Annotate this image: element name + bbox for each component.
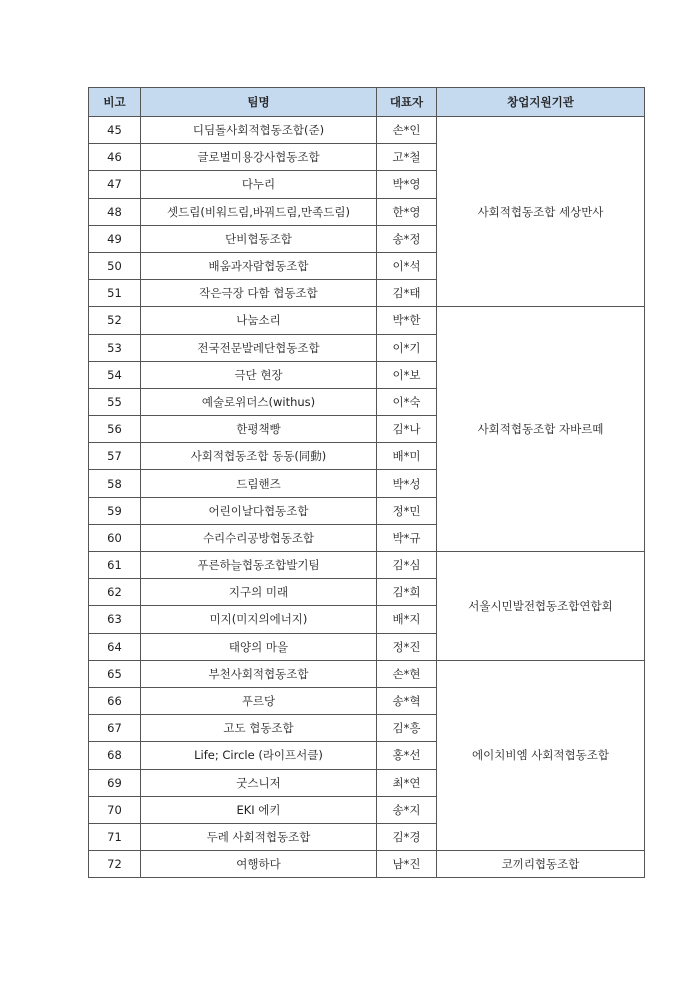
row-number: 69 bbox=[89, 769, 141, 796]
header-note: 비고 bbox=[89, 88, 141, 117]
team-name: 작은극장 다함 협동조합 bbox=[141, 280, 377, 307]
row-number: 47 bbox=[89, 171, 141, 198]
header-representative: 대표자 bbox=[377, 88, 437, 117]
row-number: 56 bbox=[89, 416, 141, 443]
table-row bbox=[89, 117, 645, 144]
representative: 박*영 bbox=[377, 171, 437, 198]
team-name: 한평책빵 bbox=[141, 416, 377, 443]
support-org-table bbox=[88, 87, 645, 878]
team-name: 전국전문발레단협동조합 bbox=[141, 334, 377, 361]
team-name: 예술로위더스(withus) bbox=[141, 388, 377, 415]
table-row bbox=[89, 552, 645, 579]
representative: 김*나 bbox=[377, 416, 437, 443]
representative: 김*태 bbox=[377, 280, 437, 307]
representative: 김*희 bbox=[377, 579, 437, 606]
row-number: 48 bbox=[89, 198, 141, 225]
row-number: 70 bbox=[89, 796, 141, 823]
representative: 정*민 bbox=[377, 497, 437, 524]
row-number: 60 bbox=[89, 524, 141, 551]
row-number: 50 bbox=[89, 252, 141, 279]
representative: 최*연 bbox=[377, 769, 437, 796]
row-number: 58 bbox=[89, 470, 141, 497]
support-org: 사회적협동조합 세상만사 bbox=[437, 117, 645, 307]
representative: 한*영 bbox=[377, 198, 437, 225]
team-name: 드림핸즈 bbox=[141, 470, 377, 497]
row-number: 53 bbox=[89, 334, 141, 361]
representative: 정*진 bbox=[377, 633, 437, 660]
representative: 이*석 bbox=[377, 252, 437, 279]
team-name: 푸른하늘협동조합발기팀 bbox=[141, 552, 377, 579]
representative: 박*규 bbox=[377, 524, 437, 551]
team-name: 두레 사회적협동조합 bbox=[141, 823, 377, 850]
table-body bbox=[89, 117, 645, 878]
team-name: 나눔소리 bbox=[141, 307, 377, 334]
support-org: 서울시민발전협동조합연합회 bbox=[437, 552, 645, 661]
representative: 손*인 bbox=[377, 117, 437, 144]
representative: 손*현 bbox=[377, 660, 437, 687]
team-name: 다누리 bbox=[141, 171, 377, 198]
row-number: 65 bbox=[89, 660, 141, 687]
team-name: 어린이날다협동조합 bbox=[141, 497, 377, 524]
row-number: 66 bbox=[89, 687, 141, 714]
table-row bbox=[89, 660, 645, 687]
row-number: 45 bbox=[89, 117, 141, 144]
team-name: 미지(미지의에너지) bbox=[141, 606, 377, 633]
team-name: 셋드림(비워드림,바꿔드림,만족드림) bbox=[141, 198, 377, 225]
row-number: 72 bbox=[89, 851, 141, 878]
team-name: 태양의 마을 bbox=[141, 633, 377, 660]
row-number: 64 bbox=[89, 633, 141, 660]
representative: 송*지 bbox=[377, 796, 437, 823]
representative: 박*성 bbox=[377, 470, 437, 497]
team-name: 굿스니저 bbox=[141, 769, 377, 796]
representative: 고*철 bbox=[377, 144, 437, 171]
representative: 박*한 bbox=[377, 307, 437, 334]
team-name: 디딤돌사회적협동조합(준) bbox=[141, 117, 377, 144]
row-number: 71 bbox=[89, 823, 141, 850]
row-number: 49 bbox=[89, 225, 141, 252]
team-name: 글로벌미용강사협동조합 bbox=[141, 144, 377, 171]
team-name: 단비협동조합 bbox=[141, 225, 377, 252]
team-name: 지구의 미래 bbox=[141, 579, 377, 606]
representative: 홍*선 bbox=[377, 742, 437, 769]
support-org: 사회적협동조합 자바르떼 bbox=[437, 307, 645, 552]
row-number: 67 bbox=[89, 715, 141, 742]
representative: 김*심 bbox=[377, 552, 437, 579]
row-number: 46 bbox=[89, 144, 141, 171]
team-name: 여행하다 bbox=[141, 851, 377, 878]
support-org: 에이치비엠 사회적협동조합 bbox=[437, 660, 645, 850]
representative: 남*진 bbox=[377, 851, 437, 878]
team-name: 극단 현장 bbox=[141, 361, 377, 388]
representative: 이*기 bbox=[377, 334, 437, 361]
representative: 이*숙 bbox=[377, 388, 437, 415]
representative: 송*정 bbox=[377, 225, 437, 252]
team-name: 푸르당 bbox=[141, 687, 377, 714]
team-name: 고도 협동조합 bbox=[141, 715, 377, 742]
table-row bbox=[89, 307, 645, 334]
representative: 이*보 bbox=[377, 361, 437, 388]
header-support-org: 창업지원기관 bbox=[437, 88, 645, 117]
representative: 송*혁 bbox=[377, 687, 437, 714]
row-number: 52 bbox=[89, 307, 141, 334]
representative: 배*미 bbox=[377, 443, 437, 470]
table-row bbox=[89, 851, 645, 878]
representative: 김*경 bbox=[377, 823, 437, 850]
team-name: EKI 에키 bbox=[141, 796, 377, 823]
team-name: 부천사회적협동조합 bbox=[141, 660, 377, 687]
row-number: 51 bbox=[89, 280, 141, 307]
team-name: Life; Circle (라이프서클) bbox=[141, 742, 377, 769]
representative: 김*흥 bbox=[377, 715, 437, 742]
representative: 배*지 bbox=[377, 606, 437, 633]
row-number: 63 bbox=[89, 606, 141, 633]
table-header-row bbox=[89, 88, 645, 117]
row-number: 61 bbox=[89, 552, 141, 579]
row-number: 59 bbox=[89, 497, 141, 524]
team-name: 사회적협동조합 동동(同動) bbox=[141, 443, 377, 470]
row-number: 68 bbox=[89, 742, 141, 769]
support-org: 코끼리협동조합 bbox=[437, 851, 645, 878]
row-number: 57 bbox=[89, 443, 141, 470]
header-team-name: 팀명 bbox=[141, 88, 377, 117]
row-number: 55 bbox=[89, 388, 141, 415]
row-number: 62 bbox=[89, 579, 141, 606]
row-number: 54 bbox=[89, 361, 141, 388]
team-name: 배움과자람협동조합 bbox=[141, 252, 377, 279]
team-name: 수리수리공방협동조합 bbox=[141, 524, 377, 551]
